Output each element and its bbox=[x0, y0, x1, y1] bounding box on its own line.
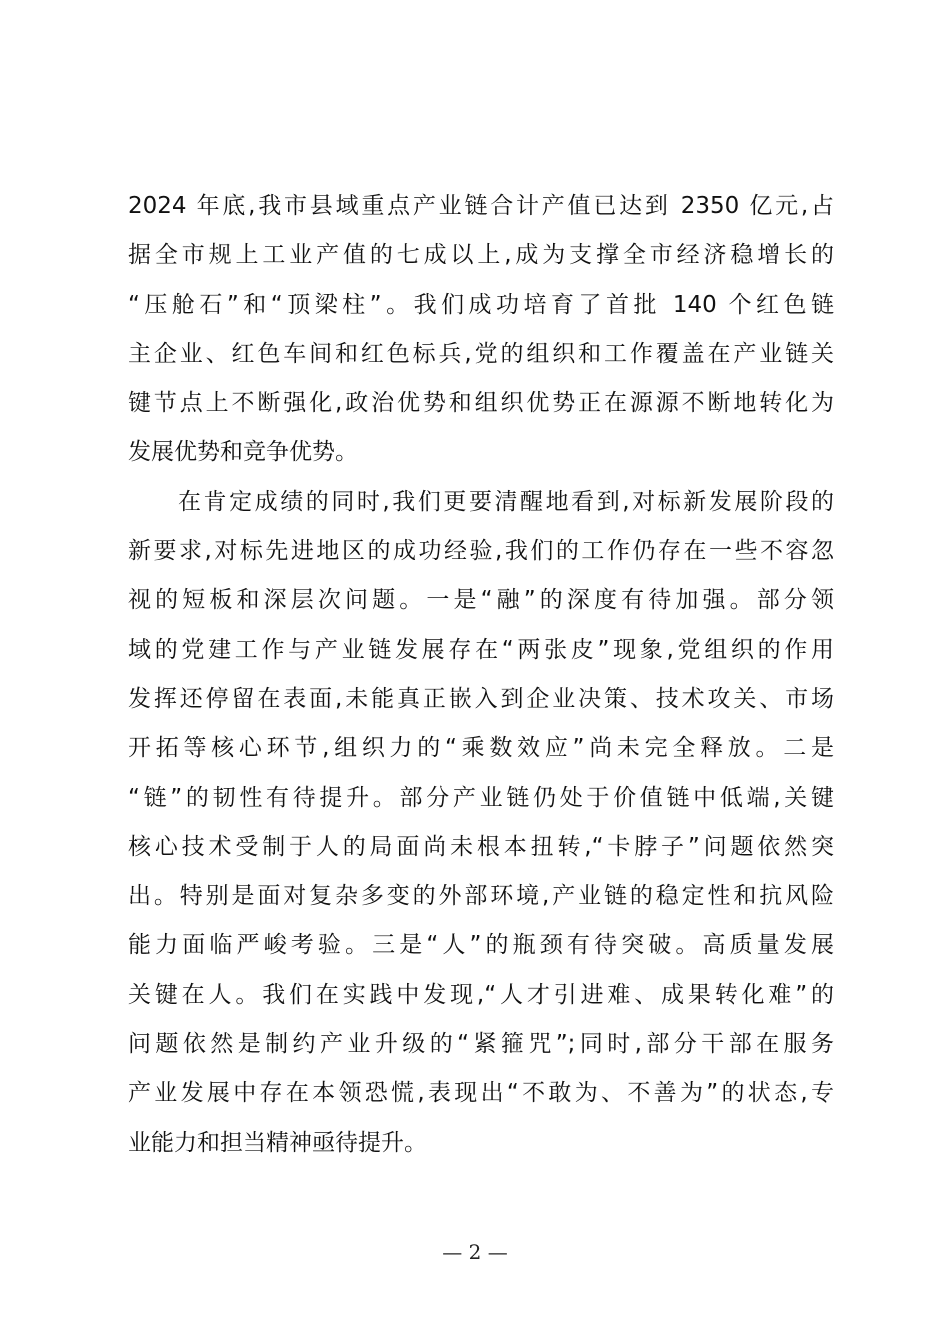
paragraph-2-line-5: 发挥还停留在表面,未能真正嵌入到企业决策、技术攻关、市场 bbox=[128, 685, 834, 712]
page-number: — 2 — bbox=[442, 1240, 508, 1264]
paragraph-2-line-11: 关键在人。我们在实践中发现,“人才引进难、成果转化难”的 bbox=[128, 981, 834, 1008]
paragraph-2-line-3: 视的短板和深层次问题。一是“融”的深度有待加强。部分领 bbox=[128, 587, 834, 614]
paragraph-2-line-12: 问题依然是制约产业升级的“紧箍咒”;同时,部分干部在服务 bbox=[128, 1031, 834, 1058]
paragraph-2-line-1: 在肯定成绩的同时,我们更要清醒地看到,对标新发展阶段的 bbox=[178, 488, 834, 515]
paragraph-1-line-1: 2024 年底,我市县域重点产业链合计产值已达到 2350 亿元,占 bbox=[128, 193, 834, 219]
paragraph-2-line-13: 产业发展中存在本领恐慌,表现出“不敢为、不善为”的状态,专 bbox=[128, 1080, 834, 1107]
paragraph-2-line-10: 能力面临严峻考验。三是“人”的瓶颈有待突破。高质量发展 bbox=[128, 932, 834, 959]
paragraph-2-line-2: 新要求,对标先进地区的成功经验,我们的工作仍存在一些不容忽 bbox=[128, 538, 834, 565]
paragraph-2-line-4: 域的党建工作与产业链发展存在“两张皮”现象,党组织的作用 bbox=[128, 636, 834, 663]
paragraph-2-line-6: 开拓等核心环节,组织力的“乘数效应”尚未完全释放。二是 bbox=[128, 735, 834, 762]
paragraph-2-line-8: 核心技术受制于人的局面尚未根本扭转,“卡脖子”问题依然突 bbox=[128, 833, 834, 860]
paragraph-1-line-6: 发展优势和竞争优势。 bbox=[128, 439, 358, 466]
paragraph-1-line-5: 键节点上不断强化,政治优势和组织优势正在源源不断地转化为 bbox=[128, 390, 834, 417]
paragraph-1-line-2: 据全市规上工业产值的七成以上,成为支撑全市经济稳增长的 bbox=[128, 242, 834, 269]
body-text bbox=[128, 182, 834, 1168]
paragraph-2-line-14: 业能力和担当精神亟待提升。 bbox=[128, 1129, 427, 1156]
paragraph-1-line-4: 主企业、红色车间和红色标兵,党的组织和工作覆盖在产业链关 bbox=[128, 340, 834, 367]
paragraph-2-line-7: “链”的韧性有待提升。部分产业链仍处于价值链中低端,关键 bbox=[128, 784, 834, 811]
paragraph-1-line-3: “压舱石”和“顶梁柱”。我们成功培育了首批 140 个红色链 bbox=[128, 291, 834, 318]
paragraph-2-line-9: 出。特别是面对复杂多变的外部环境,产业链的稳定性和抗风险 bbox=[128, 883, 834, 910]
